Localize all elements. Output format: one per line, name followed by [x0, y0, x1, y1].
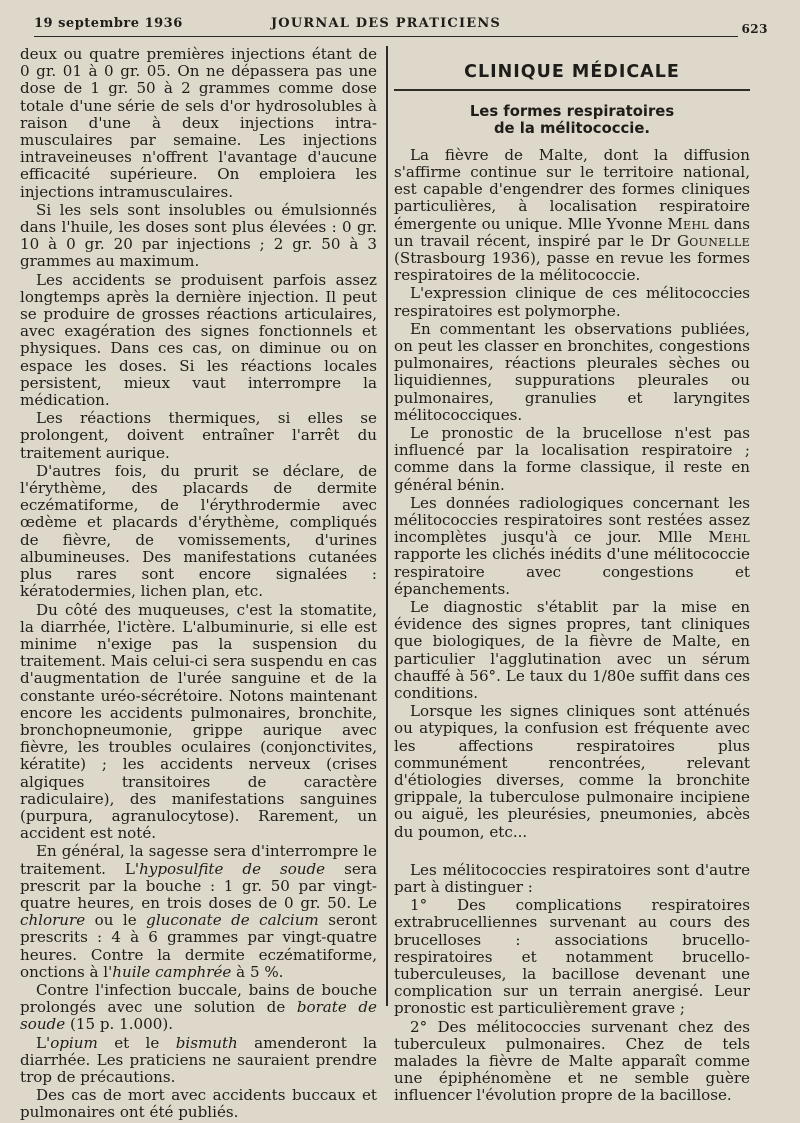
text-run: à 5 %.: [231, 962, 284, 981]
paragraph: 2° Des mélitococcies survenant chez des tuberculeux pulmonaires. Chez de tels malades la fièvre de Malte apparaît comme une épiphénomène et ne semble guère influencer l'évolution propre de la bacillose.: [394, 1017, 750, 1105]
paragraph: Le diagnostic s'établit par la mise en évidence des signes propres, tant cliniques que biologiques, de la fièvre de Malte, en particulier l'agglutination avec un sérum chauffé à 56°. Le taux du 1/80e suffit dans ces conditions.: [394, 597, 750, 702]
text-run: La fièvre de Malte, dont la diffusion s'affirme continue sur le territoire national, est capable d'engendrer des formes cliniques particulières, à localisation respiratoire émergente ou unique. Mlle Yvonne: [394, 145, 750, 233]
text-run: Les données radiologiques concernant les mélitococcies respiratoires sont restées assez incomplètes jusqu'à ce jour. Mlle: [394, 493, 750, 547]
italic-term: opium: [50, 1033, 98, 1052]
paragraph: 1° Des complications respiratoires extrabrucelliennes survenant au cours des brucelloses : associations brucello-respiratoires et notamment brucello-tuberculeuses, la bacillose devenant une complication sur un terrain anergisé. Leur pronostic est particulièrement grave ;: [394, 896, 750, 1018]
paragraph: Les accidents se produisent parfois assez longtemps après la dernière injection. Il peut se produire de grosses réactions articulaires, avec exagération des signes fonctionnels et physiques. Dans ces cas, on diminue ou on espace les doses. Si les réactions locales persistent, mieux vaut interrompre la médication.: [20, 270, 377, 410]
paragraph: Du côté des muqueuses, c'est la stomatite, la diarrhée, l'ictère. L'albuminurie, si elle est minime n'exige pas la suspension du traitement. Mais celui-ci sera suspendu en cas d'augmentation de l'urée sanguine et de la constante uréo-sécrétoire. Notons maintenant encore les accidents pulmonaires, bronchite, bronchopneumonie, grippe aurique avec fièvre, les troubles oculaires (conjonctivites, kératite) ; les accidents nerveux (crises algiques transitoires de caractère radiculaire), des manifestations sanguines (purpura, agranulocytose). Rarement, un accident est noté.: [20, 600, 377, 843]
paragraph: Les mélitococcies respiratoires sont d'autre part à distinguer :: [394, 860, 750, 897]
running-head: [34, 16, 768, 37]
text-run: (Strasbourg 1936), passe en revue les formes respiratoires de la mélitococcie.: [394, 248, 750, 285]
text-run: seront prescrits : 4 à 6 grammes par vingt-quatre heures. Contre la dermite eczématiforme, onctions à l': [20, 911, 377, 981]
paragraph: Le pronostic de la brucellose n'est pas influencé par la localisation respiratoire ; comme dans la forme classique, il reste en général bénin.: [394, 423, 750, 494]
section-title: CLINIQUE MÉDICALE: [464, 62, 680, 82]
text-run: rapporte les clichés inédits d'une mélitococcie respiratoire avec congestions et épanchements.: [394, 545, 750, 598]
text-run: et le: [97, 1033, 176, 1052]
paragraph: Si les sels sont insolubles ou émulsionnés dans l'huile, les doses sont plus élevées : 0 gr. 10 à 0 gr. 20 par injections ; 2 gr. 50 à 3 grammes au maximum.: [20, 200, 377, 271]
author-name: Gounelle: [676, 231, 750, 250]
paragraph: D'autres fois, du prurit se déclare, de l'érythème, des placards de dermite eczématiforme, de l'érythrodermie avec œdème et placards d'érythème, compliqués de fièvre, de vomissements, d'urines albumineuses. Des manifestations cutanées plus rares sont encore signalées : kératodermies, lichen plan, etc.: [20, 461, 377, 601]
paragraph: En commentant les observations publiées, on peut les classer en bronchites, congestions pulmonaires, réactions pleurales sèches ou liquidiennes, suppurations pleurales ou pulmonaires, granulies et laryngites mélitococciques.: [394, 319, 750, 424]
paragraph: [394, 495, 750, 598]
paragraph-gap: [394, 842, 750, 862]
paragraph: Lorsque les signes cliniques sont atténués ou atypiques, la confusion est fréquente avec les affections respiratoires plus communément rencontrées, relevant d'étiologies diverses, comme la bronchite grippale, la tuberculose pulmonaire incipiene ou aiguë, les pleurésies, pneumonies, abcès du poumon, etc...: [394, 702, 750, 841]
author-name: Mehl: [667, 214, 709, 233]
issue-date: 19 septembre 1936: [34, 16, 183, 31]
paragraph: L'expression clinique de ces mélitococcies respiratoires est polymorphe.: [394, 284, 750, 320]
paragraph: [20, 982, 377, 1034]
italic-term: hyposulfite de soude: [139, 859, 326, 878]
text-run: sera prescrit par la bouche : 1 gr. 50 par vingt-quatre heures, en trois doses de 0 gr. 50. Le: [20, 859, 377, 912]
text-run: Contre l'infection buccale, bains de bouche prolongés avec une solution de: [20, 980, 377, 1017]
text-run: (15 p. 1.000).: [65, 1015, 174, 1034]
paragraph: deux ou quatre premières injections étant de 0 gr. 01 à 0 gr. 05. On ne dépassera pas une dose de 1 gr. 50 à 2 grammes comme dose totale d'une série de sels d'or hydrosolubles à raison d'une à deux injections intra-musculaires par semaine. Les injections intraveineuses n'offrent l'avantage d'aucune efficacité supérieure. On emploiera les injections intramusculaires.: [20, 45, 377, 201]
article-title: [394, 103, 750, 137]
text-run: dans un travail récent, inspiré par le Dr: [394, 214, 750, 250]
text-run: amenderont la diarrhée. Les praticiens ne sauraient prendre trop de précautions.: [20, 1033, 377, 1086]
article-title-line: de la mélitococcie.: [493, 119, 651, 137]
left-column: [20, 46, 377, 1123]
italic-term: borate de soude: [20, 998, 377, 1034]
paragraph: [20, 843, 377, 981]
right-column: [394, 46, 750, 1106]
article-title-line: Les formes respiratoires: [469, 102, 675, 120]
italic-term: chlorure: [20, 911, 86, 930]
text-run: ou le: [85, 911, 147, 930]
author-name: Mehl: [708, 528, 750, 547]
paragraph: Des cas de mort avec accidents buccaux et pulmonaires ont été publiés.: [20, 1086, 377, 1122]
italic-term: gluconate de calcium: [146, 911, 319, 930]
text-run: L': [36, 1033, 51, 1052]
italic-term: huile camphrée: [112, 962, 232, 981]
page-number: 623: [741, 22, 768, 36]
paragraph: Les réactions thermiques, si elles se prolongent, doivent entraîner l'arrêt du traitement aurique.: [20, 409, 377, 462]
paragraph: [394, 147, 750, 285]
italic-term: bismuth: [175, 1033, 238, 1052]
paragraph: [20, 1035, 377, 1087]
section-rule: [394, 89, 750, 91]
journal-title: JOURNAL DES PRATICIENS: [270, 16, 502, 31]
text-run: En général, la sagesse sera d'interrompre le traitement. L': [20, 842, 377, 878]
column-divider: [386, 46, 388, 1006]
